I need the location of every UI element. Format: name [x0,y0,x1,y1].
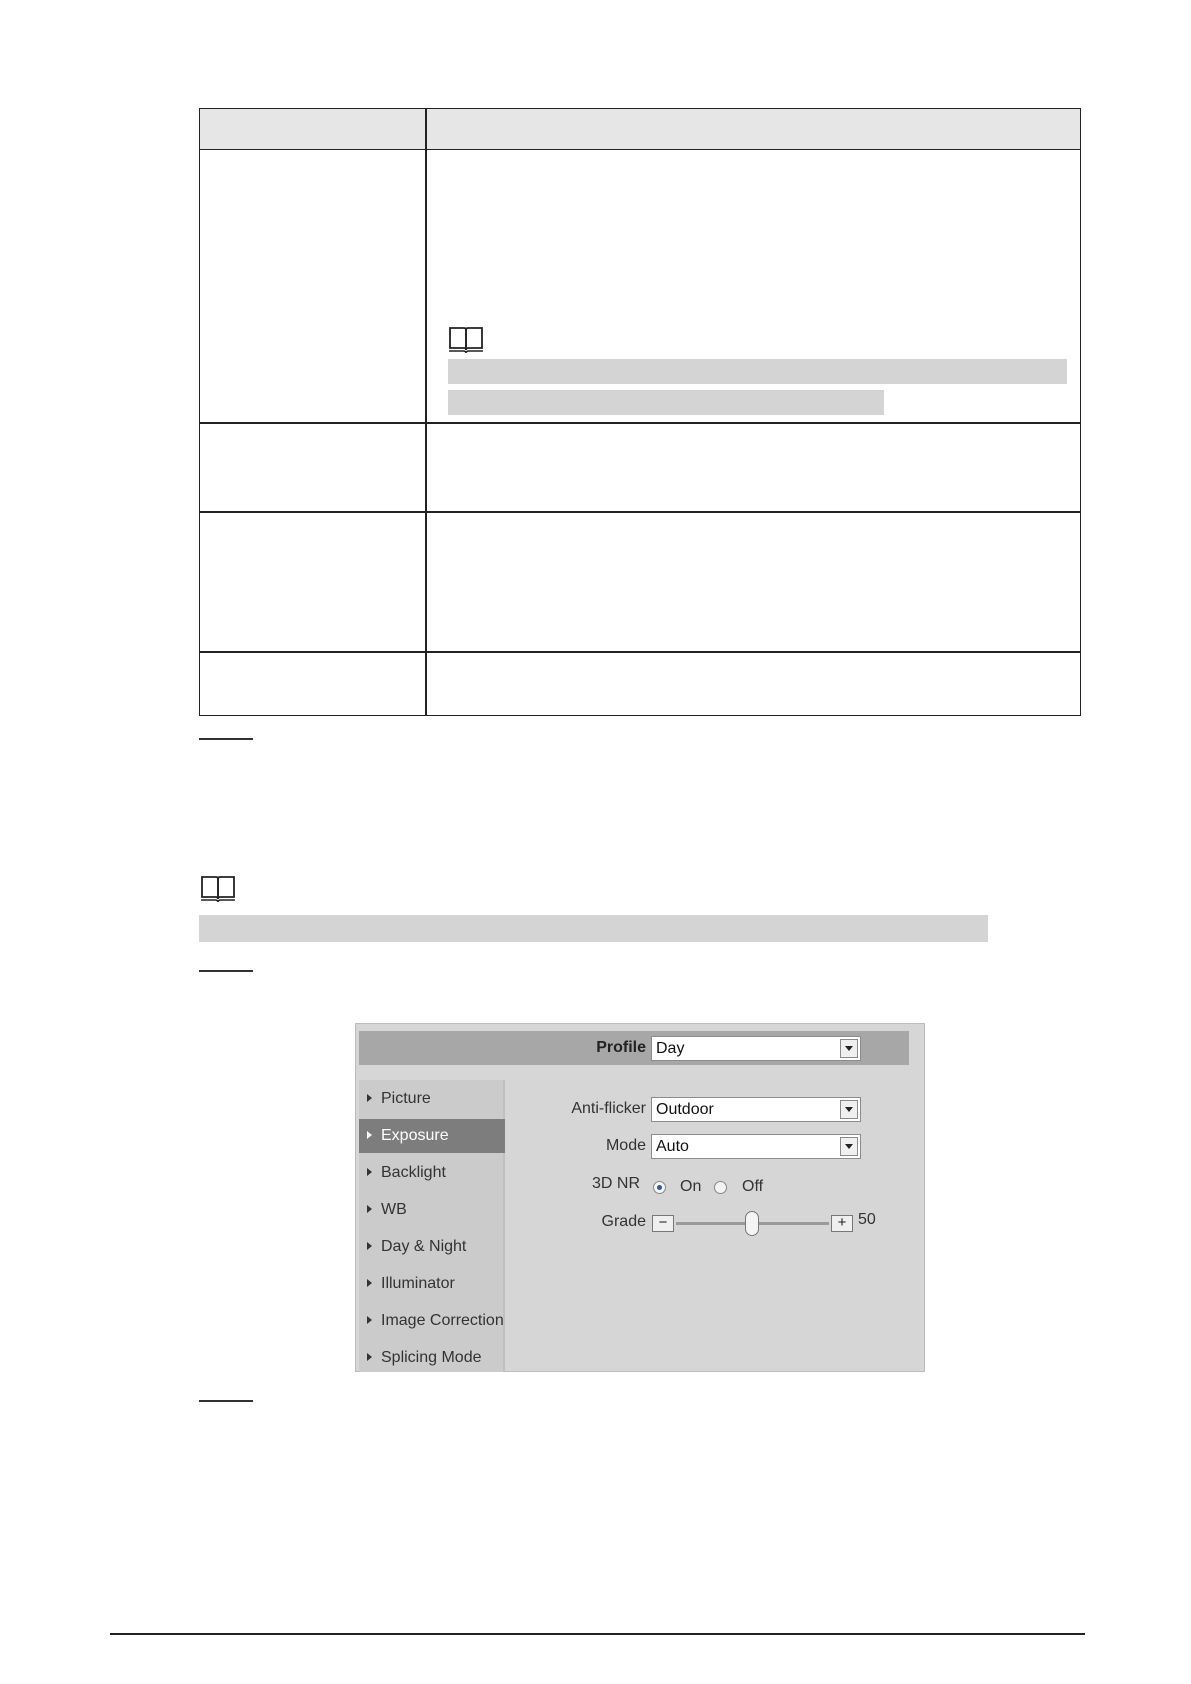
sidebar-item-label: Splicing Mode [381,1349,482,1366]
sidebar-item-label: Exposure [381,1127,449,1144]
caret-right-icon [367,1316,372,1324]
mode-label: Mode [605,1137,646,1154]
redacted-note-line [448,390,884,415]
table-column-divider [425,108,427,716]
sidebar-item-backlight[interactable] [367,1156,505,1190]
sidebar-item-label: Image Correction [381,1312,504,1329]
caret-right-icon [367,1168,372,1176]
sidebar-item-label: Picture [381,1090,431,1107]
chevron-down-icon[interactable] [840,1137,858,1156]
anti-flicker-label: Anti-flicker [571,1100,646,1117]
book-icon [448,324,484,354]
redacted-note-line [448,359,1067,384]
caret-right-icon [367,1242,372,1250]
sidebar-item-label: Backlight [381,1164,446,1181]
caret-right-icon [367,1279,372,1287]
caret-right-icon [367,1353,372,1361]
chevron-down-icon[interactable] [840,1039,858,1058]
3d-nr-label: 3D NR [591,1175,640,1192]
table-row-divider [199,651,1081,653]
grade-value: 50 [858,1211,876,1228]
grade-decrease-button[interactable]: − [652,1215,674,1232]
caret-right-icon [367,1131,372,1139]
sidebar-item-day-night[interactable] [367,1230,505,1264]
anti-flicker-select[interactable] [651,1097,861,1122]
3d-nr-on-radio[interactable] [653,1181,666,1194]
profile-label: Profile [596,1039,646,1056]
sidebar-item-illuminator[interactable] [367,1267,505,1301]
3d-nr-on-label: On [680,1178,702,1195]
3d-nr-off-radio[interactable] [714,1181,727,1194]
sidebar-item-label: Illuminator [381,1275,455,1292]
grade-increase-button[interactable]: + [831,1215,853,1232]
book-icon [199,873,237,903]
sidebar-item-image-correction[interactable] [367,1304,505,1338]
table-header-row [199,108,1081,150]
anti-flicker-value: Outdoor [656,1101,714,1118]
grade-slider-thumb[interactable] [745,1211,759,1236]
mode-select[interactable] [651,1134,861,1159]
step-marker [199,738,253,740]
table-row-divider [199,422,1081,424]
sidebar-item-label: WB [381,1201,407,1218]
redacted-note-line [199,915,988,942]
chevron-down-icon[interactable] [840,1100,858,1119]
mode-value: Auto [656,1138,689,1155]
profile-select-value: Day [656,1040,685,1057]
step-marker [199,970,253,972]
caret-right-icon [367,1205,372,1213]
sidebar-item-wb[interactable] [367,1193,505,1227]
sidebar-item-exposure[interactable] [359,1119,505,1153]
sidebar-item-label: Day & Night [381,1238,467,1255]
sidebar-item-picture[interactable] [367,1082,505,1116]
3d-nr-off-label: Off [742,1178,764,1195]
caret-right-icon [367,1094,372,1102]
table-row-divider [199,511,1081,513]
grade-label: Grade [601,1213,646,1230]
footer-rule [110,1633,1085,1635]
sidebar-item-splicing-mode[interactable] [367,1341,505,1375]
profile-select[interactable] [651,1036,861,1061]
step-marker [199,1400,253,1402]
